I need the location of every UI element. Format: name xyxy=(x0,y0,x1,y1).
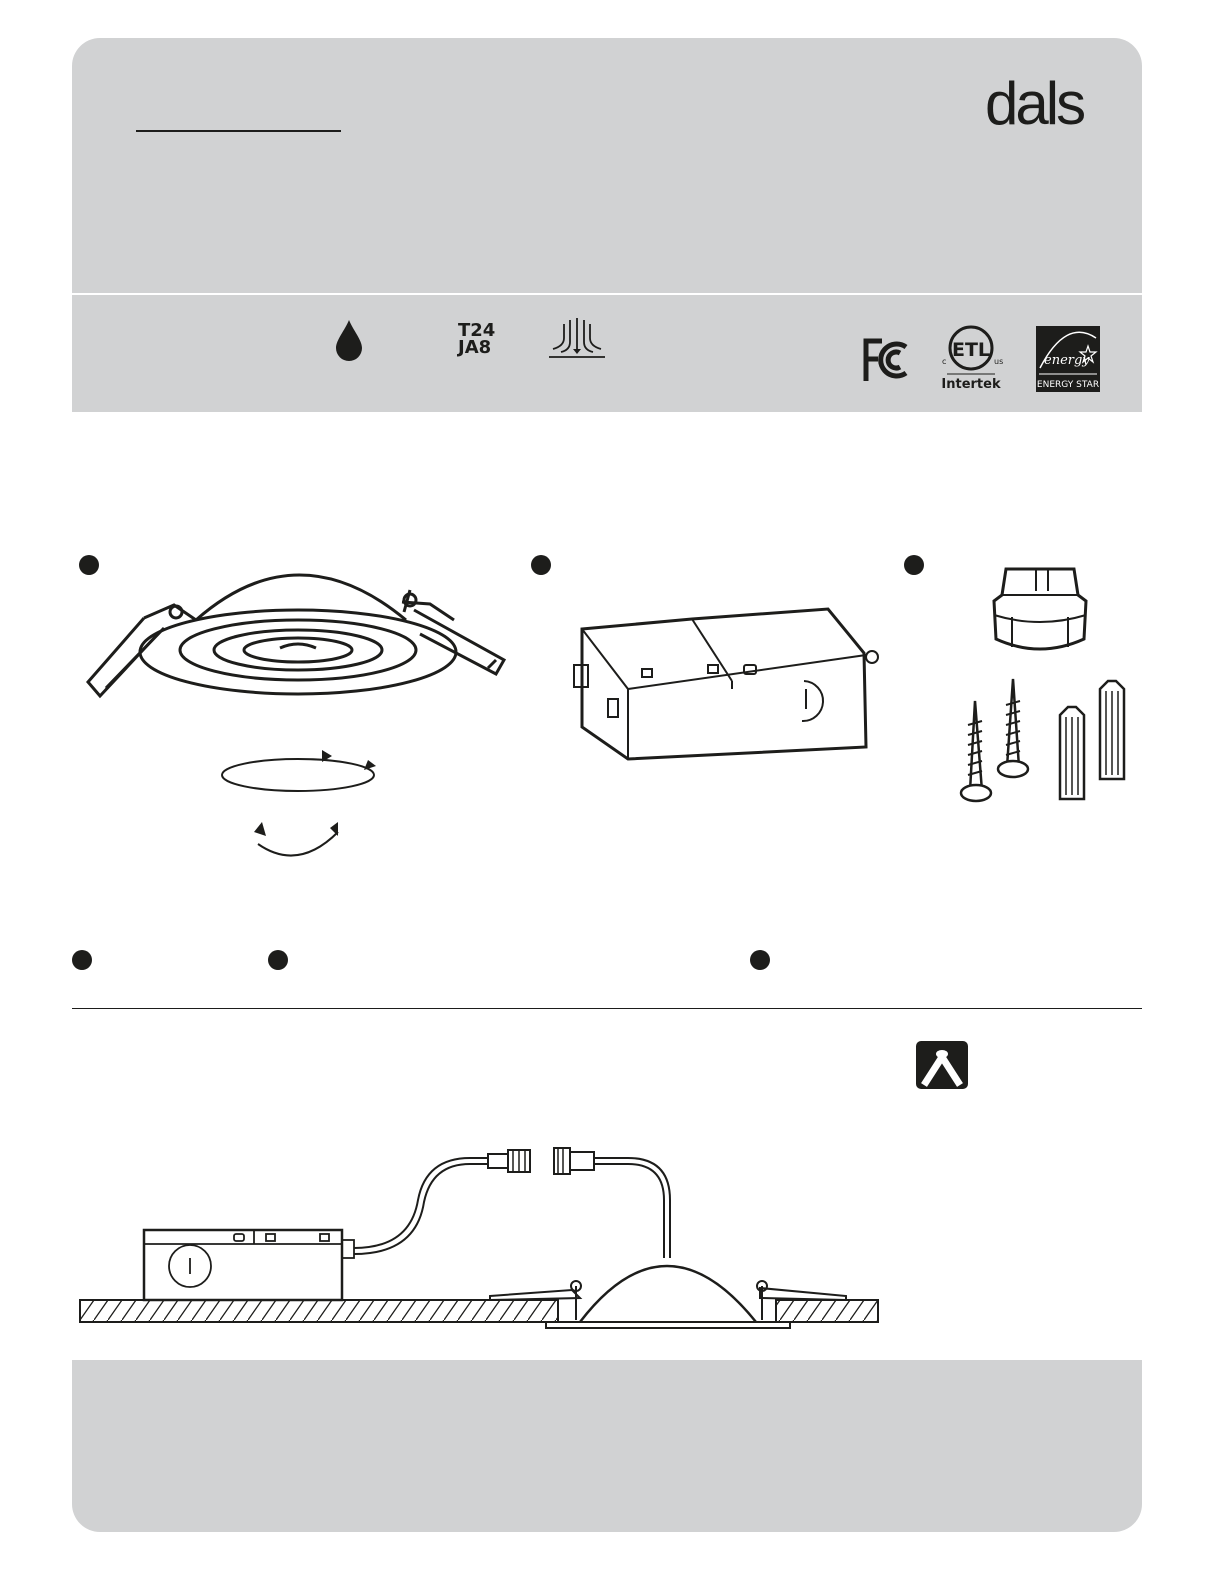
section-divider xyxy=(72,1008,1142,1009)
installation-diagram xyxy=(80,1140,880,1335)
ceiling-mount-icon xyxy=(916,1041,968,1089)
title-underline xyxy=(136,130,341,132)
energy-star-label: ENERGY STAR xyxy=(1036,380,1100,390)
airtight-icon xyxy=(547,316,607,360)
etl-mark: ETL xyxy=(951,339,991,361)
t24-text: T24 xyxy=(458,320,496,341)
energy-script: energy xyxy=(1044,353,1090,368)
ja8-text: JA8 xyxy=(458,337,492,358)
t24-ja8-badge xyxy=(458,322,498,356)
bullet-4 xyxy=(72,950,92,970)
etl-intertek-logo xyxy=(938,324,1010,394)
bullet-6 xyxy=(750,950,770,970)
bullet-5 xyxy=(268,950,288,970)
footer-panel xyxy=(72,1360,1142,1532)
brand-text: dals xyxy=(985,70,1084,137)
downlight-fixture-illustration xyxy=(84,560,514,860)
header-divider xyxy=(72,293,1142,295)
water-drop-icon xyxy=(334,318,364,362)
etl-us: us xyxy=(994,357,1004,366)
mounting-hardware-illustration xyxy=(950,555,1150,815)
dals-logo xyxy=(985,70,1095,137)
etl-intertek: Intertek xyxy=(941,377,1001,392)
bullet-2 xyxy=(531,555,551,575)
etl-c: c xyxy=(942,357,947,366)
junction-box-illustration xyxy=(572,605,882,765)
bullet-3 xyxy=(904,555,924,575)
energy-star-logo xyxy=(1036,326,1100,392)
fcc-logo xyxy=(862,337,916,383)
